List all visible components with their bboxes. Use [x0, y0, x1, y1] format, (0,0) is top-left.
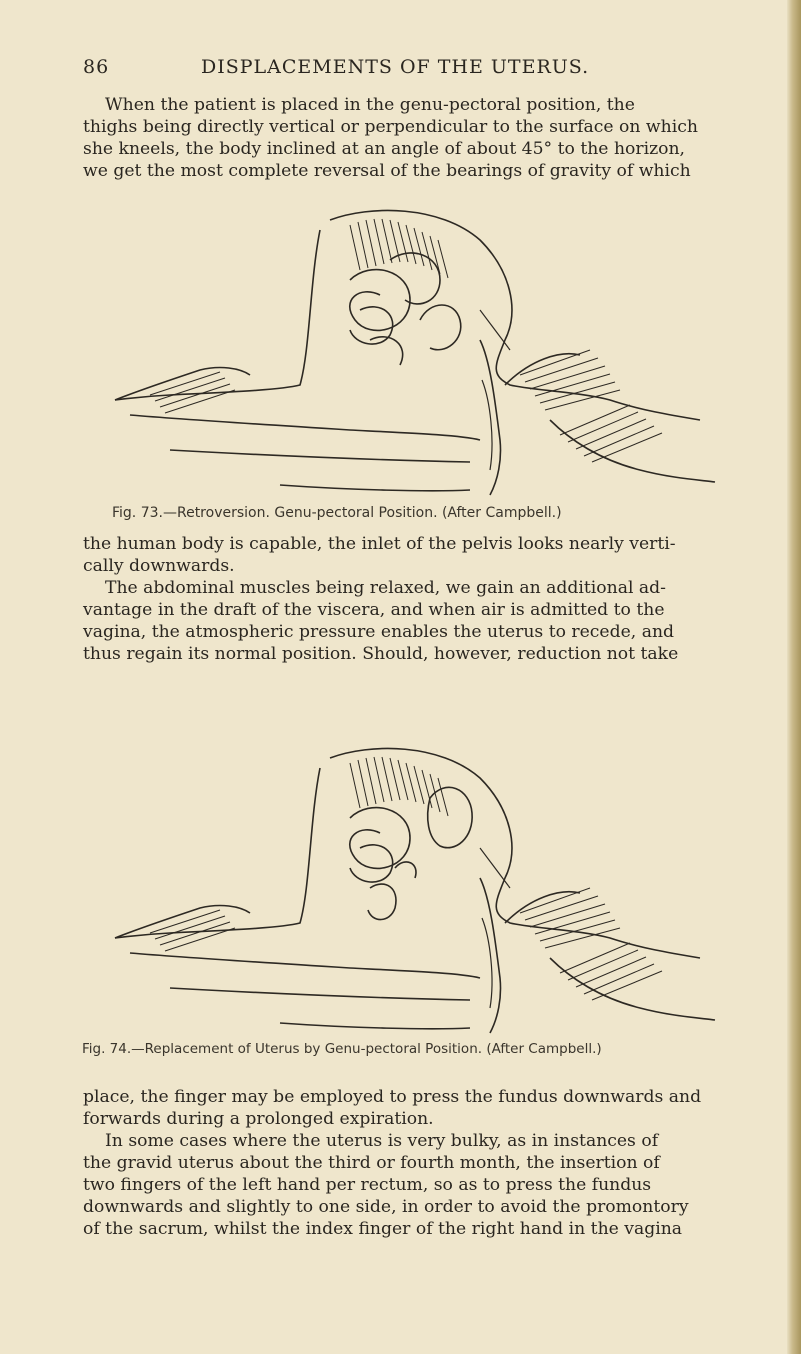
text-line: When the patient is placed in the genu-pectoral position, the [105, 95, 635, 115]
text-line: cally downwards. [83, 556, 235, 576]
text-line: we get the most complete reversal of the bearings of gravity of which [83, 161, 691, 181]
figure-73-illustration [110, 200, 720, 500]
text-line: the gravid uterus about the third or fourth month, the insertion of [83, 1153, 660, 1173]
page-header [83, 56, 723, 82]
paragraph-1 [83, 94, 731, 182]
text-line: In some cases where the uterus is very bulky, as in instances of [105, 1131, 659, 1151]
text-line: she kneels, the body inclined at an angle of about 45° to the horizon, [83, 139, 686, 159]
text-line: two fingers of the left hand per rectum, so as to press the fundus [83, 1175, 652, 1195]
paragraph-3 [83, 1086, 731, 1240]
page-number: 86 [83, 56, 110, 78]
text-line: place, the finger may be employed to press the fundus downwards and [83, 1087, 702, 1107]
text-line: vagina, the atmospheric pressure enables the uterus to recede, and [83, 622, 675, 642]
text-line: The abdominal muscles being relaxed, we gain an additional ad- [105, 578, 666, 598]
figure-74 [82, 738, 720, 1058]
figure-73 [110, 200, 720, 521]
figure-74-caption: Fig. 74.—Replacement of Uterus by Genu-pectoral Position. (After Campbell.) [82, 1041, 602, 1057]
text-line: downwards and slightly to one side, in order to avoid the promontory [83, 1197, 689, 1217]
text-line: vantage in the draft of the viscera, and when air is admitted to the [83, 600, 665, 620]
text-line: of the sacrum, whilst the index finger of the right hand in the vagina [83, 1219, 683, 1239]
text-line: forwards during a prolonged expiration. [83, 1109, 434, 1129]
text-line: the human body is capable, the inlet of the pelvis looks nearly verti- [83, 534, 676, 554]
figure-74-illustration [110, 738, 720, 1038]
figure-73-caption: Fig. 73.—Retroversion. Genu-pectoral Position. (After Campbell.) [112, 505, 562, 521]
page-edge [787, 0, 801, 1354]
text-line: thus regain its normal position. Should, however, reduction not take [83, 644, 679, 664]
text-line: thighs being directly vertical or perpendicular to the surface on which [83, 117, 698, 137]
paragraph-2 [83, 533, 731, 665]
running-head: DISPLACEMENTS OF THE UTERUS. [201, 56, 590, 78]
